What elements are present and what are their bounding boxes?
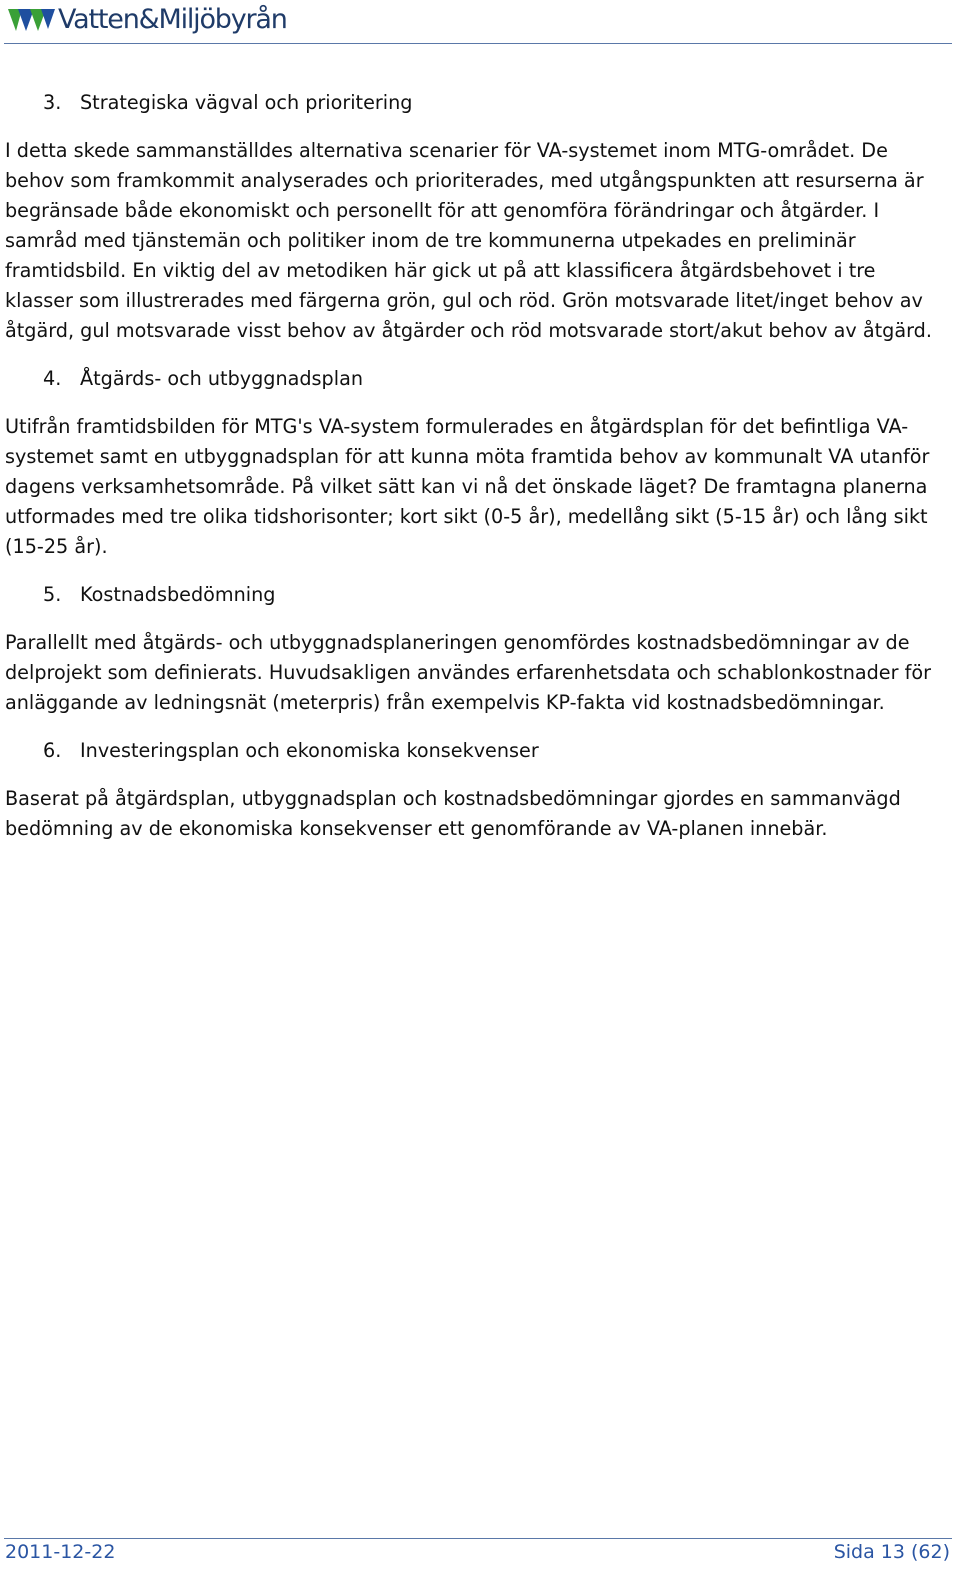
section-paragraph: Utifrån framtidsbilden för MTG's VA-system formulerades en åtgärdsplan för det befintliga VA-systemet samt en utbyggnadsplan för att kunna möta framtida behov av kommunalt VA utanför dagens verksamhetsområde. På vilket sätt kan vi nå det önskade läget? De framtagna planerna utformades med tre olika tidshorisonter; kort sikt (0-5 år), medellång sikt (5-15 år) och lång sikt (15-25 år). (5, 415, 930, 558)
page-header (0, 0, 960, 48)
section-title: Åtgärds- och utbyggnadsplan (80, 367, 363, 390)
vmb-triangles-logo-icon (8, 7, 56, 33)
section-paragraph: I detta skede sammanställdes alternativa scenarier för VA-systemet inom MTG-området. De behov som framkommit analyserades och prioriterades, med utgångspunkten att resurserna är begränsade både ekonomiskt och personellt för att genomföra förändringar och åtgärder. I samråd med tjänstemän och politiker inom de tre kommunerna utpekades en preliminär framtidsbild. En viktig del av metodiken här gick ut på att klassificera åtgärdsbehovet i tre klasser som illustrerades med färgerna grön, gul och röd. Grön motsvarade litet/inget behov av åtgärd, gul motsvarade visst behov av åtgärder och röd motsvarade stort/akut behov av åtgärd. (5, 139, 932, 342)
section-title: Kostnadsbedömning (80, 583, 276, 606)
document-body (5, 88, 949, 862)
brand-name: Vatten&Miljöbyrån (58, 4, 287, 35)
footer-date: 2011-12-22 (5, 1541, 116, 1563)
section-heading (5, 88, 949, 118)
section-paragraph: Parallellt med åtgärds- och utbyggnadsplaneringen genomfördes kostnadsbedömningar av de delprojekt som definierats. Huvudsakligen användes erfarenhetsdata och schablonkostnader för anläggande av ledningsnät (meterpris) från exempelvis KP-fakta vid kostnadsbedömningar. (5, 631, 931, 714)
section-number: 5. (43, 583, 62, 606)
footer-page-number: Sida 13 (62) (833, 1541, 950, 1563)
section-heading (5, 736, 949, 766)
header-divider (4, 43, 952, 44)
section-title: Investeringsplan och ekonomiska konsekvenser (80, 739, 539, 762)
company-logo (8, 2, 287, 38)
section-heading (5, 364, 949, 394)
section-title: Strategiska vägval och prioritering (80, 91, 413, 114)
section-number: 4. (43, 367, 62, 390)
section-number: 3. (43, 91, 62, 114)
section-heading (5, 580, 949, 610)
section-number: 6. (43, 739, 62, 762)
section-paragraph: Baserat på åtgärdsplan, utbyggnadsplan och kostnadsbedömningar gjordes en sammanvägd bedömning av de ekonomiska konsekvenser ett genomförande av VA-planen innebär. (5, 787, 901, 840)
footer-divider (4, 1538, 952, 1539)
